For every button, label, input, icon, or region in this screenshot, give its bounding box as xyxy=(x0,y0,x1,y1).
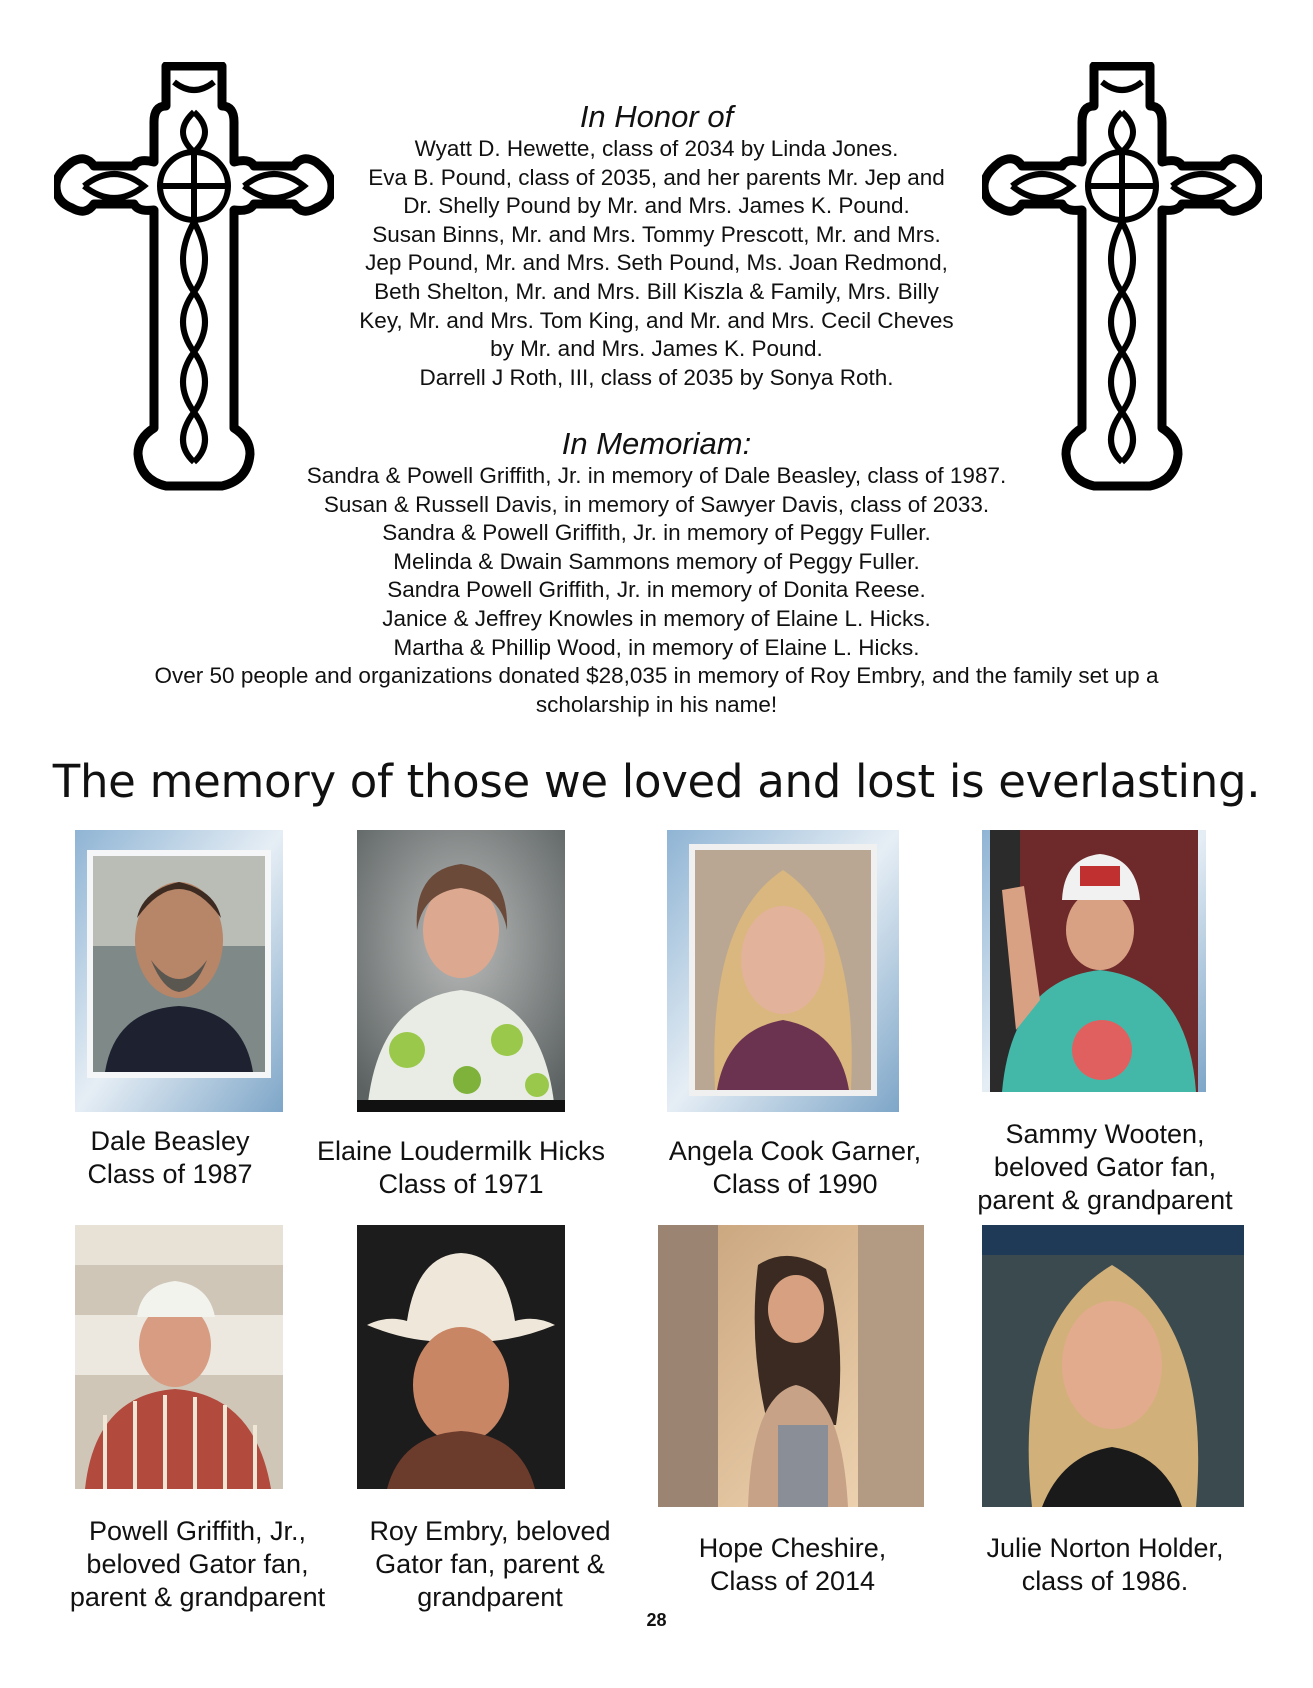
caption-line: parent & grandparent xyxy=(977,1185,1233,1215)
caption-line: Powell Griffith, Jr., xyxy=(88,1516,307,1546)
photo-caption xyxy=(655,1532,930,1598)
honor-line: Wyatt D. Hewette, class of 2034 by Linda Jones. xyxy=(414,136,899,161)
caption-line: Julie Norton Holder, xyxy=(986,1533,1224,1563)
honor-line: Key, Mr. and Mrs. Tom King, and Mr. and Mrs. Cecil Cheves xyxy=(359,307,954,333)
photo-caption xyxy=(645,1135,945,1201)
caption-line: parent & grandparent xyxy=(69,1582,326,1612)
caption-line: Roy Embry, beloved xyxy=(369,1516,611,1546)
portrait-photo xyxy=(357,1225,565,1489)
honor-list xyxy=(0,135,1313,392)
caption-line: Class of 1971 xyxy=(378,1169,544,1199)
honor-line: Susan Binns, Mr. and Mrs. Tommy Prescott, Mr. and Mrs. xyxy=(372,221,941,247)
caption-line: Class of 1987 xyxy=(87,1159,253,1189)
photo-caption xyxy=(960,1532,1250,1598)
caption-line: class of 1986. xyxy=(1021,1566,1189,1596)
portrait-photo xyxy=(658,1225,924,1507)
portrait-photo xyxy=(667,830,899,1112)
memoriam-line: scholarship in his name! xyxy=(535,691,778,717)
photo-caption xyxy=(300,1135,622,1201)
honor-line: Jep Pound, Mr. and Mrs. Seth Pound, Ms. Joan Redmond, xyxy=(365,250,948,276)
photo-caption xyxy=(55,1515,340,1614)
honor-line: Beth Shelton, Mr. and Mrs. Bill Kiszla & Family, Mrs. Billy xyxy=(374,278,939,304)
caption-line: grandparent xyxy=(417,1582,563,1612)
portrait-photo xyxy=(982,1225,1244,1507)
caption-line: Angela Cook Garner, xyxy=(668,1136,922,1166)
caption-line: Dale Beasley xyxy=(90,1126,250,1156)
honor-line: by Mr. and Mrs. James K. Pound. xyxy=(490,336,823,362)
memoriam-line: Sandra & Powell Griffith, Jr. in memory of Peggy Fuller. xyxy=(382,520,931,546)
caption-line: Sammy Wooten, xyxy=(1005,1119,1205,1149)
page-number: 28 xyxy=(646,1610,667,1630)
portrait-photo xyxy=(75,830,283,1112)
photo-caption xyxy=(55,1125,285,1191)
photo-caption xyxy=(345,1515,635,1614)
caption-line: beloved Gator fan, xyxy=(86,1549,309,1579)
portrait-photo xyxy=(75,1225,283,1489)
memoriam-line: Janice & Jeffrey Knowles in memory of Elaine L. Hicks. xyxy=(382,605,931,631)
memoriam-heading: In Memoriam: xyxy=(561,426,752,461)
portrait-photo xyxy=(982,830,1206,1092)
honor-heading: In Honor of xyxy=(579,99,734,134)
memoriam-line: Over 50 people and organizations donated $28,035 in memory of Roy Embry, and the family set up a xyxy=(154,663,1159,689)
memoriam-line: Melinda & Dwain Sammons memory of Peggy Fuller. xyxy=(393,548,920,574)
caption-line: Hope Cheshire, xyxy=(698,1533,887,1563)
honor-line: Eva B. Pound, class of 2035, and her parents Mr. Jep and xyxy=(368,164,945,190)
memoriam-line: Sandra & Powell Griffith, Jr. in memory of Dale Beasley, class of 1987. xyxy=(306,463,1007,488)
caption-line: Class of 1990 xyxy=(712,1169,878,1199)
memoriam-line: Susan & Russell Davis, in memory of Sawyer Davis, class of 2033. xyxy=(323,491,990,517)
photo-caption xyxy=(955,1118,1255,1217)
honor-line: Dr. Shelly Pound by Mr. and Mrs. James K. Pound. xyxy=(403,193,910,219)
memoriam-line: Sandra Powell Griffith, Jr. in memory of Donita Reese. xyxy=(387,577,926,603)
memoriam-line: Martha & Phillip Wood, in memory of Elaine L. Hicks. xyxy=(393,634,920,660)
tagline: The memory of those we loved and lost is everlasting. xyxy=(52,755,1261,808)
caption-line: beloved Gator fan, xyxy=(993,1152,1217,1182)
memoriam-list xyxy=(0,462,1313,719)
caption-line: Elaine Loudermilk Hicks xyxy=(316,1136,606,1166)
caption-line: Gator fan, parent & xyxy=(375,1549,605,1579)
honor-line: Darrell J Roth, III, class of 2035 by Sonya Roth. xyxy=(419,364,894,390)
caption-line: Class of 2014 xyxy=(709,1566,876,1596)
portrait-photo xyxy=(357,830,565,1112)
